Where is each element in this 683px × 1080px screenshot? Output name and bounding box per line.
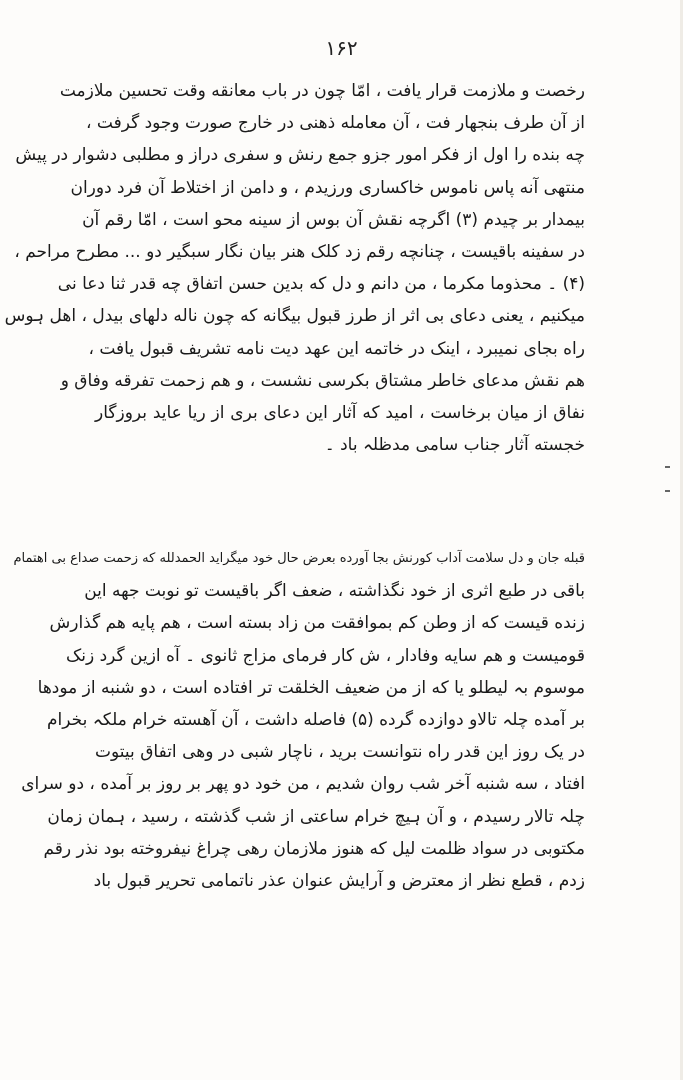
text-line: رخصت و ملازمت قرار یافت ، امّا چون در باب معانقه وقت تحسین ملازمت bbox=[59, 81, 585, 101]
text-line: (۴) ۔ محذوما مکرما ، من دانم و دل که بدین حسن اتفاق چه قدر ثنا دعا نی bbox=[57, 274, 585, 295]
text-line: هم نقش مدعای خاطر مشتاق بکرسی نشست ، و هم زحمت تفرقه وفاق و bbox=[60, 370, 585, 391]
text-line: میکنیم ، یعنی دعای بی اثر از طرز قبول بیگانه که چون ناله دلهای بیدل ، اهل ہوس bbox=[4, 306, 585, 327]
text-line: چلہ تالار رسیدم ، و آن ہیچ خرام ساعتی از شب گذشته ، رسید ، ہمان زمان bbox=[47, 806, 585, 827]
text-line: افتاد ، سه شنبه آخر شب روان شدیم ، من خود دو پهر بر روز بر آمده ، دو سرای bbox=[21, 774, 585, 795]
text-line: چه بنده را اول از فکر امور جزو جمع رنش و سفری دراز و مطلبی دشوار در پیش bbox=[15, 145, 585, 166]
text-line: بیمدار بر چیدم (۳) اگرچه نقش آن بوس از سینه محو است ، امّا رقم آن bbox=[82, 209, 585, 230]
margin-mark bbox=[665, 490, 670, 492]
text-line: قبله جان و دل سلامت آداب کورنش بجا آورده بعرض حال خود میگراید الحمدلله که زحمت صداع بی اهتمام bbox=[13, 551, 585, 566]
text-line: در یک روز این قدر راه نتوانست برید ، ناچار شبی در وهی اتفاق بیتوت bbox=[95, 742, 585, 763]
page-number: ۱۶۲ bbox=[325, 36, 358, 60]
paragraph-1 bbox=[4, 75, 585, 461]
text-line: قومیست و هم سایه وفادار ، ش کار فرمای مزاج ثانوی ۔ آه ازین گرد زنک bbox=[66, 645, 585, 666]
margin-mark bbox=[665, 466, 670, 468]
text-line: در سفینه باقیست ، چنانچه رقم زد کلک هنر بیان نگار سبگیر دو ... مطرح مراحم ، bbox=[14, 242, 585, 263]
text-line: نفاق از میان برخاست ، امید که آثار این دعای بری از ریا عاید بروزگار bbox=[95, 403, 585, 424]
text-line: بر آمده چلہ تالاو دوازده گرده (۵) فاصله داشت ، آن آهسته خرام ملکہ بخرام bbox=[47, 710, 585, 731]
text-line: باقی در طبع اثری از خود نگذاشته ، ضعف اگر باقیست تو نوبت جهه این bbox=[84, 581, 585, 602]
text-line: راه بجای نمیبرد ، اینک در خاتمه این عهد دیت نامه تشریف قبول یافت ، bbox=[88, 338, 585, 359]
text-line: خجسته آثار جناب سامی مدظلہ باد ۔ bbox=[324, 435, 585, 456]
text-line: زنده قیست که از وطن کم بموافقت من زاد بسته است ، هم پایه هم گذارش bbox=[49, 613, 585, 634]
text-line: موسوم بہ لیطلو یا که از من ضعیف الخلقت تر افتاده است ، دو شنبه از مودها bbox=[37, 677, 585, 698]
paragraph-2 bbox=[13, 543, 585, 897]
text-line: زدم ، قطع نظر از معترض و آرایش عنوان عذر ناتمامی تحریر قبول باد bbox=[93, 871, 585, 892]
text-line: منتهی آنه پاس ناموس خاکساری ورزیدم ، و دامن از اختلاط آن فرد دوران bbox=[70, 177, 585, 198]
text-line: از آن طرف بنجهار فت ، آن معامله ذهنی در خارج صورت وجود گرفت ، bbox=[85, 113, 585, 134]
text-line: مکتوبی در سواد ظلمت لیل که هنوز ملازمان رهی چراغ نیفروخته بود نذر رقم bbox=[43, 838, 585, 859]
